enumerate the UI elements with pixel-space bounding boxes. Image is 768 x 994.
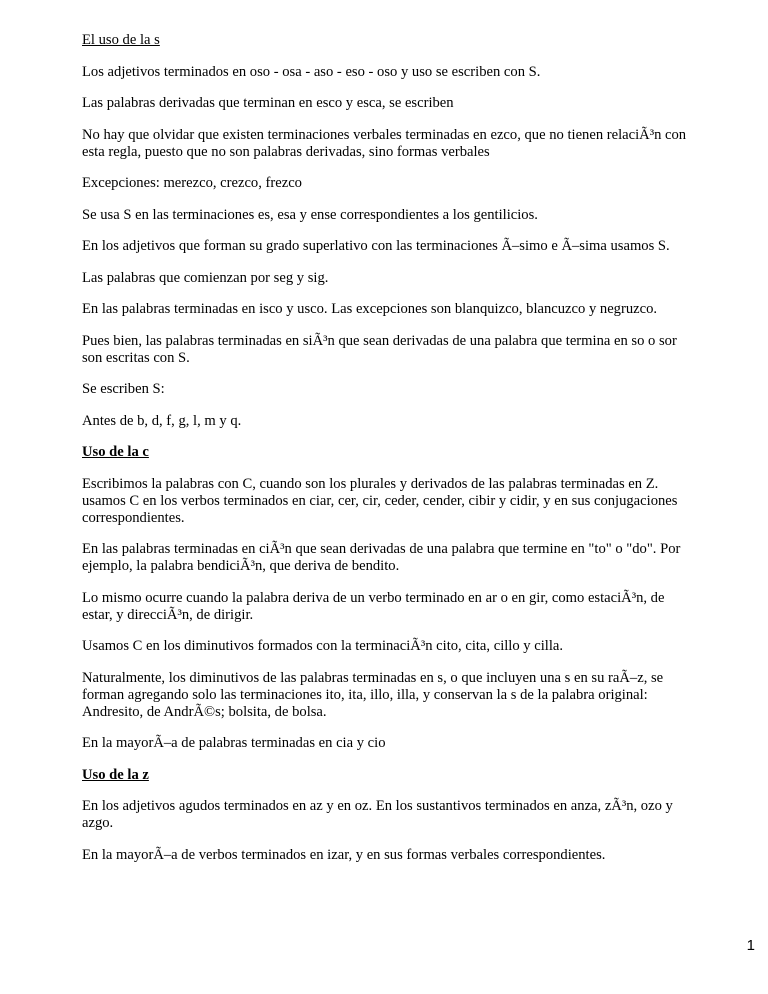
paragraph: Usamos C en los diminutivos formados con la terminaciÃ³n cito, cita, cillo y cilla. bbox=[82, 638, 564, 654]
paragraph: Escribimos la palabras con C, cuando son los plurales y derivados de las palabras terminadas en Z. usamos C en los verbos terminados en ciar, cer, cir, ceder, cender, cibir y cidir, y en sus conjugaciones correspondientes. bbox=[82, 475, 678, 526]
paragraph: En la mayorÃ–a de palabras terminadas en cia y cio bbox=[82, 735, 386, 751]
paragraph: Se usa S en las terminaciones es, esa y ense correspondientes a los gentilicios. bbox=[82, 206, 538, 223]
paragraph: En los adjetivos que forman su grado superlativo con las terminaciones Ã–simo e Ã–sima usamos S. bbox=[82, 238, 670, 254]
paragraph: Lo mismo ocurre cuando la palabra deriva de un verbo terminado en ar o en gir, como estaciÃ³n, de estar, y direcciÃ³n, de dirigir. bbox=[82, 589, 665, 623]
paragraph: Las palabras derivadas que terminan en esco y esca, se escriben bbox=[82, 95, 454, 111]
paragraph: En las palabras terminadas en isco y usco. Las excepciones son blanquizco, blancuzco y negruzco. bbox=[82, 301, 658, 317]
paragraph: Naturalmente, los diminutivos de las palabras terminadas en s, o que incluyen una s en su raÃ–z, se forman agregando solo las terminaciones ito, ita, illo, illa, y conservan la s de la palabra original: Andresito, de AndrÃ©s; bolsita, de bolsa. bbox=[82, 669, 664, 720]
paragraph: En la mayorÃ–a de verbos terminados en izar, y en sus formas verbales correspondientes. bbox=[82, 846, 606, 863]
section-heading-z: Uso de la z bbox=[82, 766, 149, 783]
paragraph: Se escriben S: bbox=[82, 381, 165, 397]
paragraph: Excepciones: merezco, crezco, frezco bbox=[82, 175, 302, 191]
page-number: 1 bbox=[746, 937, 755, 954]
paragraph: En las palabras terminadas en ciÃ³n que sean derivadas de una palabra que termine en "to" o "do". Por ejemplo, la palabra bendiciÃ³n, que deriva de bendito. bbox=[82, 541, 681, 574]
paragraph: Las palabras que comienzan por seg y sig. bbox=[82, 269, 329, 286]
section-heading-s: El uso de la s bbox=[82, 32, 160, 48]
paragraph: En los adjetivos agudos terminados en az y en oz. En los sustantivos terminados en anza, zÃ³n, ozo y azgo. bbox=[82, 798, 673, 831]
document-body bbox=[82, 32, 694, 878]
paragraph: Antes de b, d, f, g, l, m y q. bbox=[82, 412, 242, 429]
section-heading-c: Uso de la c bbox=[82, 444, 149, 460]
paragraph: Pues bien, las palabras terminadas en siÃ³n que sean derivadas de una palabra que termina en so o sor son escritas con S. bbox=[82, 332, 677, 366]
paragraph: No hay que olvidar que existen terminaciones verbales terminadas en ezco, que no tienen relaciÃ³n con esta regla, puesto que no son palabras derivadas, sino formas verbales bbox=[82, 126, 687, 160]
paragraph: Los adjetivos terminados en oso - osa - aso - eso - oso y uso se escriben con S. bbox=[82, 63, 541, 80]
